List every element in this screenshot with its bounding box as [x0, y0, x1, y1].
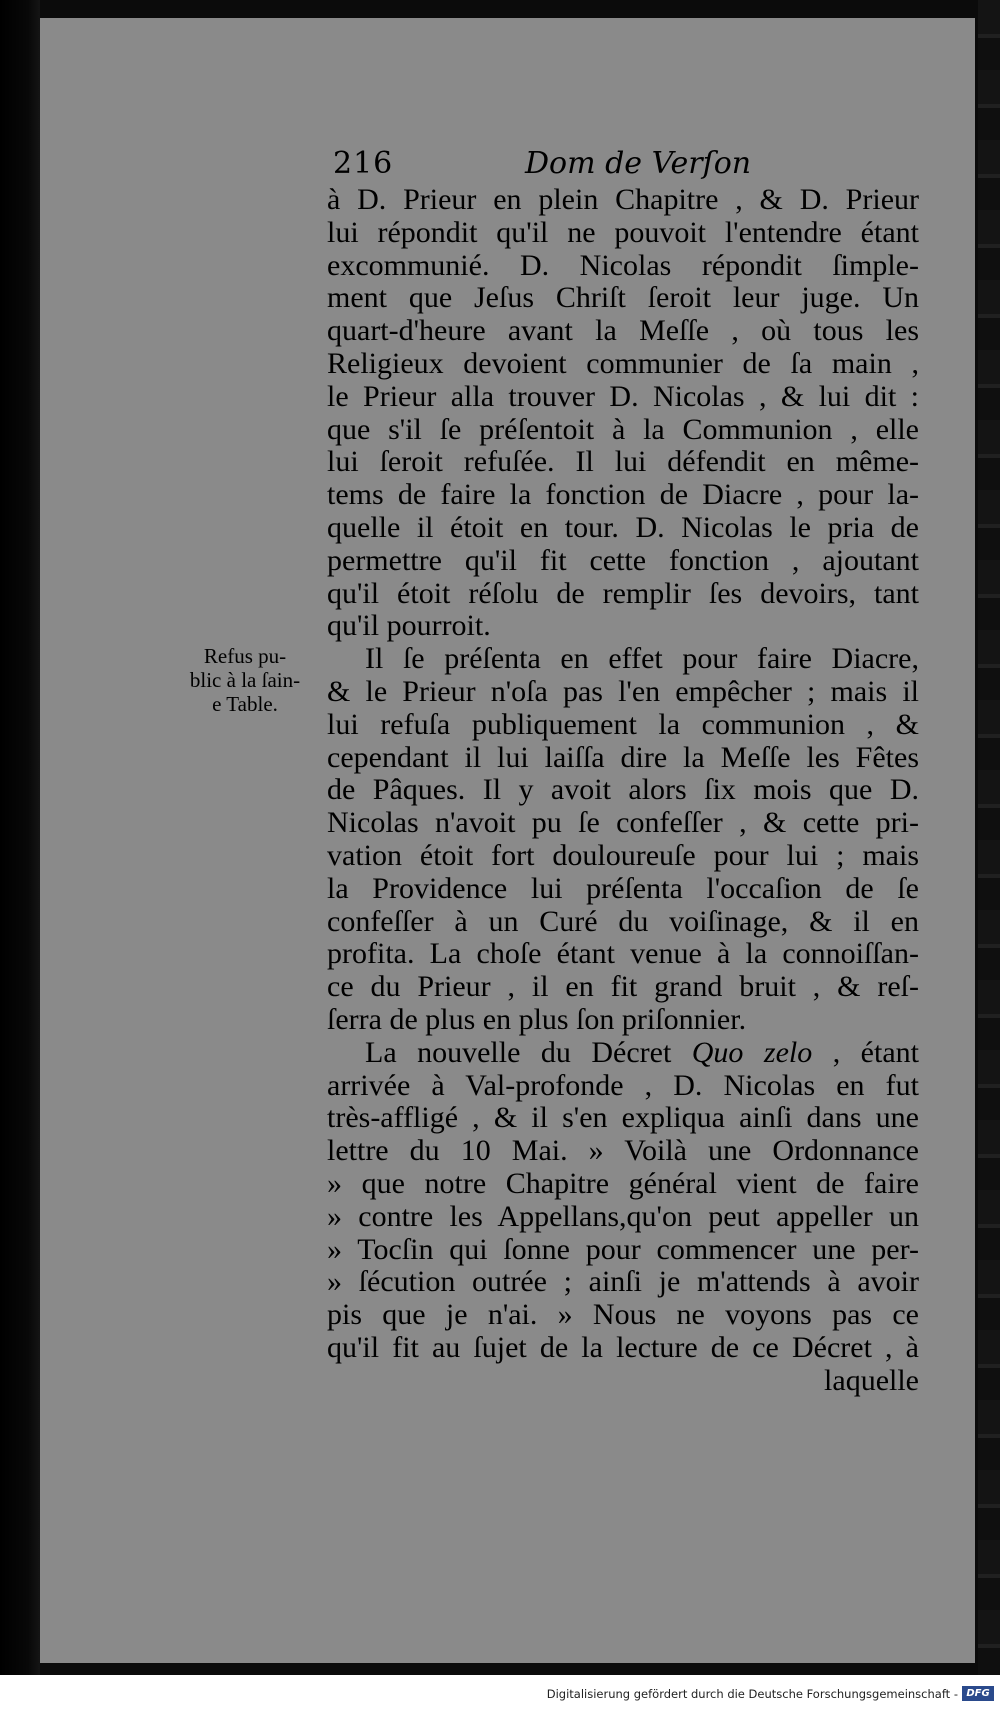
text-line: le Prieur alla trouver D. Nicolas , & lui dit : — [327, 380, 919, 413]
text-line: tems de faire la fonction de Diacre , pour la- — [327, 479, 919, 512]
running-head-title: Dom de Verſon — [525, 146, 752, 181]
text-line: » contre les Appellans,qu'on peut appeller un — [327, 1200, 919, 1233]
text-line: quart-d'heure avant la Meſſe , où tous les — [327, 315, 919, 348]
text-line: cependant il lui laiſſa dire la Meſſe les Fêtes — [327, 741, 919, 774]
margin-note-line: Refus pu- — [203, 644, 287, 668]
funding-credit: Digitalisierung gefördert durch die Deutsche Forschungsgemeinschaft - — [546, 1687, 958, 1701]
text-line: » Tocſin qui ſonne pour commencer une per- — [327, 1233, 919, 1266]
text-line: ce du Prieur , il en fit grand bruit , & reſ- — [327, 971, 919, 1004]
text-line: qu'il fit au ſujet de la lecture de ce Décret , à — [327, 1331, 919, 1364]
text-line: lui ſeroit refuſée. Il lui défendit en même- — [327, 446, 919, 479]
text-line: à D. Prieur en plein Chapitre , & D. Prieur — [327, 184, 919, 216]
page-number: 216 — [333, 146, 394, 181]
text-line: lui répondit qu'il ne pouvoit l'entendre étant — [327, 216, 919, 249]
text-line: La nouvelle du Décret Quo zelo , étant — [365, 1036, 919, 1069]
text-line: lettre du 10 Mai. » Voilà une Ordonnance — [327, 1135, 919, 1168]
text-line: pis que je n'ai. » Nous ne voyons pas ce — [327, 1299, 919, 1332]
text-line: Nicolas n'avoit pu ſe confeſſer , & cette pri- — [327, 807, 919, 840]
text-line: confeſſer à un Curé du voiſinage, & il en — [327, 905, 919, 938]
text-line: ſerra de plus en plus ſon priſonnier. — [327, 1003, 747, 1036]
text-line: que s'il ſe préſentoit à la Communion , elle — [327, 413, 919, 446]
dfg-logo-icon: DFG — [962, 1686, 994, 1701]
running-head — [333, 142, 752, 186]
text-line: la Providence lui préſenta l'occaſion de ſe — [327, 872, 919, 905]
text-line: & le Prieur n'oſa pas l'en empêcher ; mais il — [327, 675, 919, 708]
margin-note — [170, 644, 320, 716]
text-line: arrivée à Val-profonde , D. Nicolas en fut — [327, 1069, 919, 1102]
text-line: excommunié. D. Nicolas répondit ſimple- — [327, 249, 919, 282]
text-line: » ſécution outrée ; ainſi je m'attends à avoir — [327, 1266, 919, 1299]
text-line: ment que Jeſus Chriſt ſeroit leur juge. Un — [327, 282, 919, 315]
text-line: Il ſe préſenta en effet pour faire Diacre, — [365, 643, 919, 676]
text-line: Religieux devoient communier de ſa main , — [327, 347, 919, 380]
text-line: qu'il pourroit. — [327, 610, 491, 643]
text-line: vation étoit fort douloureuſe pour lui ; mais — [327, 839, 919, 872]
text-line: de Pâques. Il y avoit alors ſix mois que D. — [327, 774, 919, 807]
text-line: » que notre Chapitre général vient de faire — [327, 1167, 919, 1200]
margin-note-line: e Table. — [212, 692, 278, 716]
page-left-shadow — [0, 0, 40, 1675]
body-text — [327, 184, 919, 1397]
page-binding-edge — [978, 0, 1000, 1675]
text-line: permettre qu'il fit cette fonction , ajoutant — [327, 544, 919, 577]
text-line: très-affligé , & il s'en expliqua ainſi dans une — [327, 1102, 919, 1135]
text-line: lui refuſa publiquement la communion , & — [327, 708, 919, 741]
footer-bar — [0, 1675, 1000, 1713]
text-line: quelle il étoit en tour. D. Nicolas le pria de — [327, 511, 919, 544]
catchword: laquelle — [824, 1364, 919, 1397]
text-line: qu'il étoit réſolu de remplir ſes devoirs, tant — [327, 577, 919, 610]
text-line: profita. La choſe étant venue à la connoiſſan- — [327, 938, 919, 971]
margin-note-line: blic à la ſain- — [189, 668, 301, 692]
